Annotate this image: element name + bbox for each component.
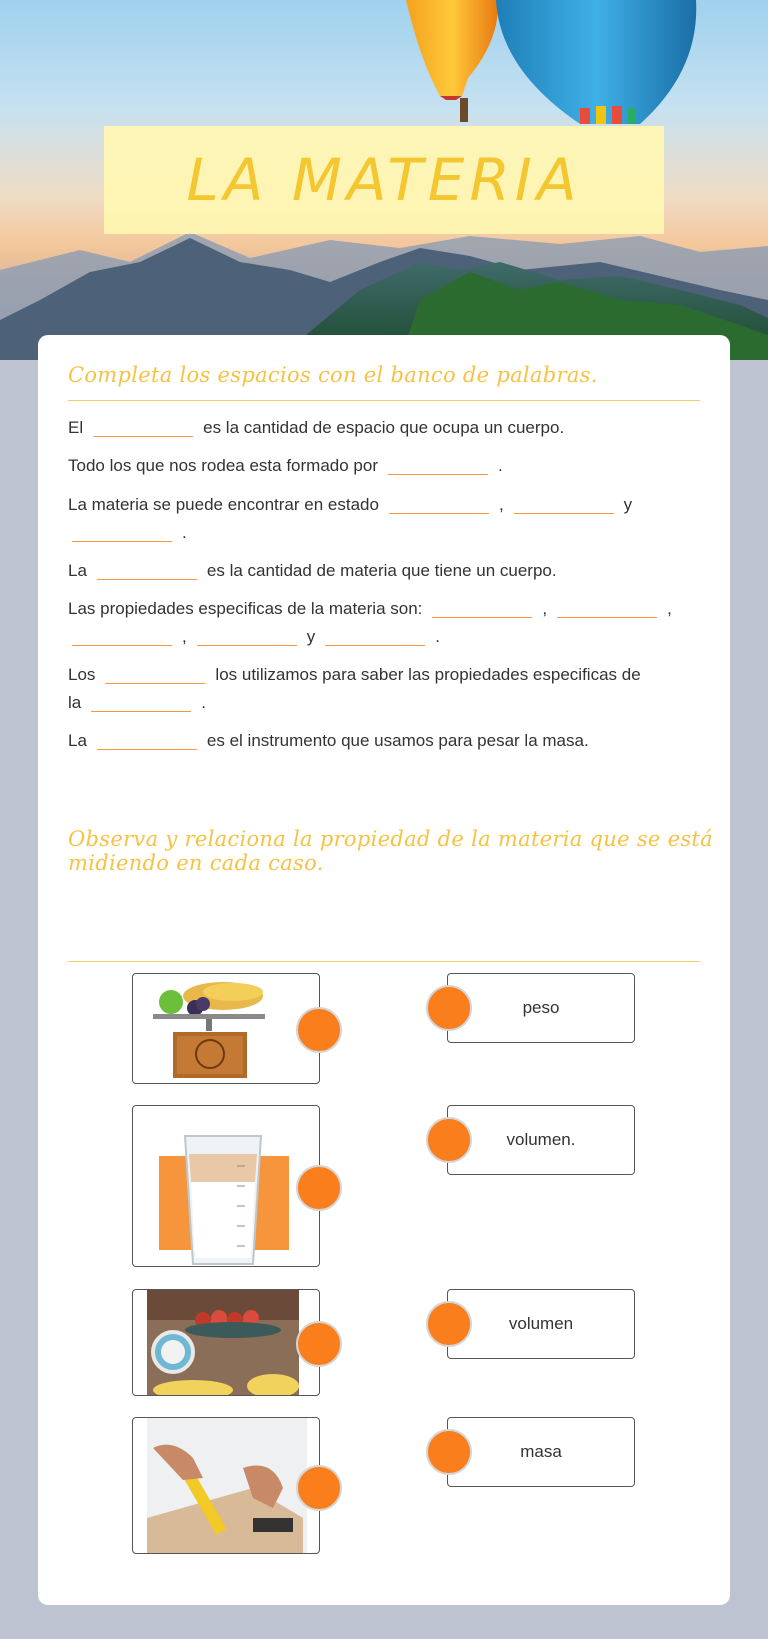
connector-dot-right-3[interactable] — [426, 1301, 472, 1347]
line6-text-b: los utilizamos para saber las propiedades especificas de — [215, 665, 641, 684]
line5-text-c: , — [667, 599, 672, 618]
market-scale-image — [132, 1289, 320, 1396]
line2-text-a: Todo los que nos rodea esta formado por — [68, 456, 378, 475]
section2-title-line2: midiendo en cada caso. — [68, 851, 324, 875]
section2-divider — [68, 961, 700, 962]
line5-text-f: . — [435, 627, 440, 646]
line6-text-c: la — [68, 693, 82, 712]
line5-text-a: Las propiedades especificas de la materia son: — [68, 599, 423, 618]
balance-scale-fruit-image — [132, 973, 320, 1084]
line5-text-b: , — [542, 599, 548, 618]
line3-text-c: y — [623, 495, 633, 514]
blank-input[interactable] — [72, 520, 172, 542]
connector-dot-right-4[interactable] — [426, 1429, 472, 1475]
line3-text-d: . — [182, 523, 187, 542]
section2-title-line1: Observa y relaciona la propiedad de la materia que se está — [68, 827, 713, 851]
connector-dot-right-2[interactable] — [426, 1117, 472, 1163]
option-masa[interactable]: masa — [447, 1417, 635, 1487]
option-peso[interactable]: peso — [447, 973, 635, 1043]
line1-text-a: El — [68, 418, 84, 437]
fill-line-3 — [68, 492, 708, 516]
blank-input[interactable] — [105, 662, 205, 684]
line3-text-b: , — [498, 495, 504, 514]
blank-input[interactable] — [72, 624, 172, 646]
connector-dot-left-2[interactable] — [296, 1165, 342, 1211]
blank-input[interactable] — [388, 453, 488, 475]
connector-dot-left-4[interactable] — [296, 1465, 342, 1511]
measuring-glass-image — [132, 1105, 320, 1267]
line4-text-b: es la cantidad de materia que tiene un cuerpo. — [206, 561, 557, 580]
line2-text-b: . — [497, 456, 503, 475]
fill-line-2 — [68, 453, 708, 477]
connector-dot-left-3[interactable] — [296, 1321, 342, 1367]
blank-input[interactable] — [514, 492, 614, 514]
line3-text-a: La materia se puede encontrar en estado — [68, 495, 379, 514]
section1-title: Completa los espacios con el banco de palabras. — [68, 363, 598, 387]
blank-input[interactable] — [97, 558, 197, 580]
connector-dot-left-1[interactable] — [296, 1007, 342, 1053]
line5-text-e: y — [306, 627, 316, 646]
line6-text-d: . — [201, 693, 206, 712]
line1-text-b: es la cantidad de espacio que ocupa un cuerpo. — [203, 418, 565, 437]
blank-input[interactable] — [197, 624, 297, 646]
option-volumen[interactable]: volumen — [447, 1289, 635, 1359]
blank-input[interactable] — [97, 728, 197, 750]
section2-title — [68, 827, 713, 875]
blank-input[interactable] — [93, 415, 193, 437]
page-title: LA MATERIA — [186, 146, 582, 214]
blank-input[interactable] — [432, 596, 532, 618]
line7-text-b: es el instrumento que usamos para pesar la masa. — [206, 731, 589, 750]
fill-line-3b — [68, 520, 708, 544]
fill-line-5b — [68, 624, 708, 648]
fill-line-4 — [68, 558, 708, 582]
fill-line-6 — [68, 662, 708, 686]
blank-input[interactable] — [389, 492, 489, 514]
fill-line-1 — [68, 415, 708, 439]
line7-text-a: La — [68, 731, 87, 750]
line4-text-a: La — [68, 561, 87, 580]
title-banner — [104, 126, 664, 234]
section1-divider — [68, 400, 700, 401]
connector-dot-right-1[interactable] — [426, 985, 472, 1031]
option-volumen-dot[interactable]: volumen. — [447, 1105, 635, 1175]
hero-banner — [0, 0, 768, 360]
fill-line-7 — [68, 728, 708, 752]
blank-input[interactable] — [91, 690, 191, 712]
ruler-measuring-image — [132, 1417, 320, 1554]
fill-line-6b — [68, 690, 708, 714]
line6-text-a: Los — [68, 665, 96, 684]
line5-text-d: , — [182, 627, 187, 646]
fill-line-5 — [68, 596, 708, 620]
blank-input[interactable] — [325, 624, 425, 646]
blank-input[interactable] — [557, 596, 657, 618]
worksheet-card — [38, 335, 730, 1605]
